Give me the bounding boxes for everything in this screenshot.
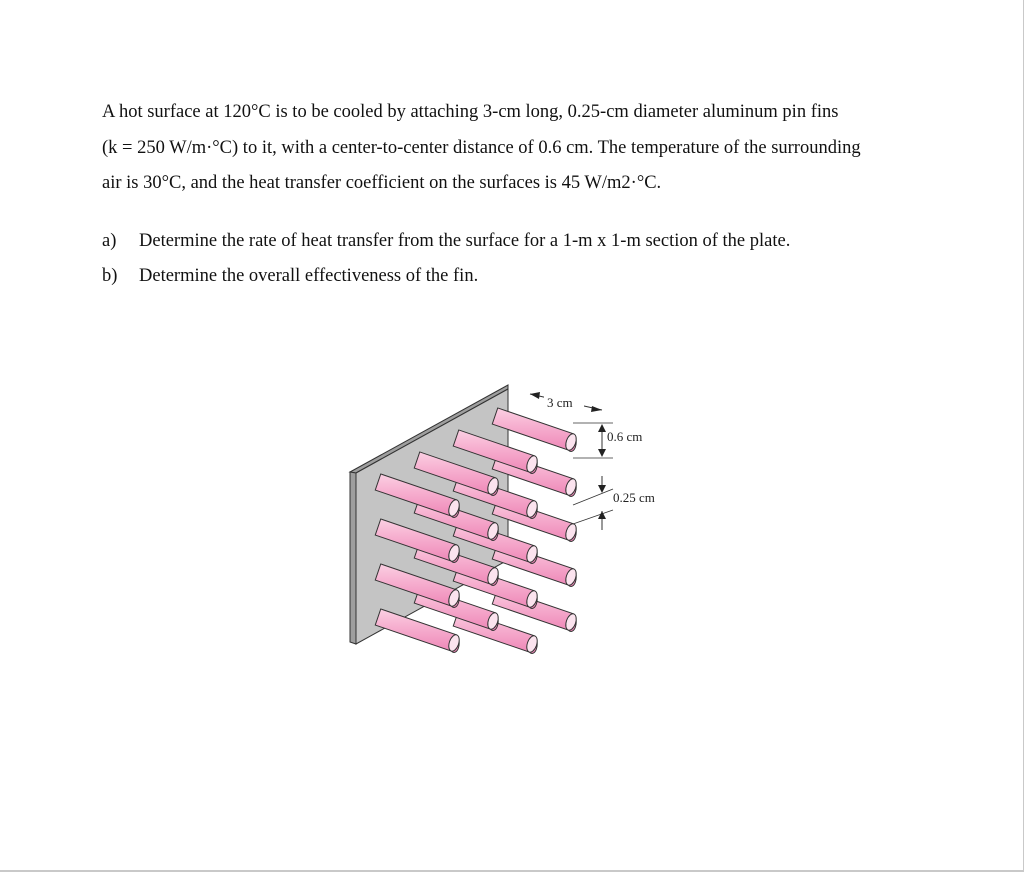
dim-length-label: 3 cm: [547, 395, 573, 410]
part-a: [102, 224, 952, 260]
pin-fin-diagram: [330, 372, 690, 662]
plate-side-edge: [350, 472, 356, 644]
part-b: [102, 259, 952, 295]
part-b-label: b): [102, 266, 118, 286]
dim-spacing: [573, 423, 642, 458]
intro-line-1: A hot surface at 120°C is to be cooled by attaching 3-cm long, 0.25-cm diameter aluminum pin fins: [102, 102, 839, 122]
part-a-text: Determine the rate of heat transfer from the surface for a 1-m x 1-m section of the plate.: [139, 230, 791, 251]
part-b-text: Determine the overall effectiveness of the fin.: [139, 266, 479, 286]
intro-line-2: (k = 250 W/m·°C) to it, with a center-to-center distance of 0.6 cm. The temperature of the surrounding: [102, 137, 861, 158]
pin-fin-body: [375, 609, 459, 653]
dim-spacing-label: 0.6 cm: [607, 429, 643, 444]
dim-length: [530, 392, 602, 412]
pin-fin-figure: [330, 372, 690, 662]
intro-line-3: air is 30°C, and the heat transfer coefficient on the surfaces is 45 W/m2·°C.: [102, 173, 662, 193]
problem-parts: [102, 224, 952, 295]
part-a-label: a): [102, 230, 117, 251]
dim-diameter-label: 0.25 cm: [613, 490, 655, 505]
problem-intro: [102, 95, 952, 202]
dim-diameter: [573, 476, 655, 530]
problem-statement: [102, 95, 952, 295]
pin-fin: [375, 609, 461, 653]
